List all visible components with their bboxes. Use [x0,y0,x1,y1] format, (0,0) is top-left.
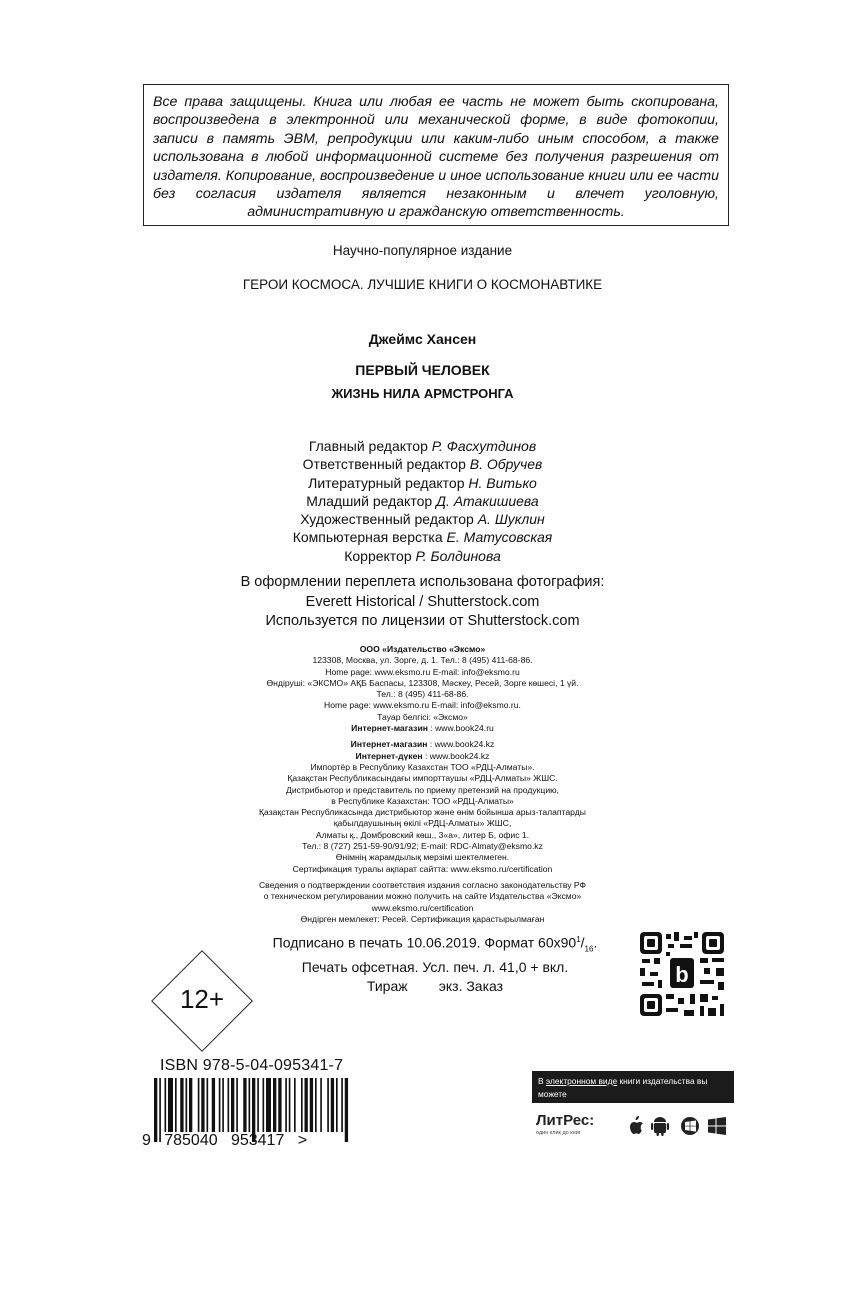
format-numerator: 1 [576,935,581,944]
credit-chief-editor [0,437,845,455]
credit-responsible-editor [0,455,845,473]
barcode-bar [263,1078,265,1132]
age-rating-label: 12+ [179,984,225,1014]
credit-role: Главный редактор [308,438,428,454]
barcode-bar [222,1078,224,1132]
barcode-bar [310,1078,313,1132]
imprint-line: Home page: www.eksmo.ru E-mail: info@eksmo.ru [325,666,520,677]
imprint-line: о техническом регулировании можно получить на сайте Издательства «Эксмо» [263,891,582,902]
banner-link[interactable]: электронном виде [545,1076,618,1086]
shop-label: Интернет-магазин [351,723,428,734]
barcode-bar [315,1078,317,1132]
litres-logo: ЛитРес: [536,1112,595,1129]
credit-role: Художественный редактор [300,511,474,528]
imprint-line: Тауар белгісі: «Эксмо» [377,711,468,722]
credit-layout [0,528,845,546]
imprint-line: Алматы қ., Домбровский көш., 3«а», литер Б, офис 1. [315,829,530,840]
qr-code-icon [640,932,724,1016]
imprint-line: Дистрибьютор и представитель по приему претензий на продукцию, [286,784,559,795]
imprint-line: в Республике Казахстан: ТОО «РДЦ-Алматы» [331,795,514,806]
windows-phone-icon [681,1117,699,1135]
android-icon [651,1117,669,1136]
imprint-line: Тел.: 8 (495) 411-68-86. [376,689,469,700]
imprint-line: Қазақстан Республикасындағы импорттаушы «РДЦ-Алматы» ЖШС. [287,773,558,784]
litres-banner-line2 [538,1100,734,1113]
litres-banner-line1 [538,1075,734,1100]
barcode-bar [219,1078,221,1132]
banner-text: книги издательства вы можете [538,1076,708,1099]
barcode-bar [336,1078,338,1132]
barcode-digits: 9 785040 953417 > [142,1132,308,1148]
imprint-line: Сведения о подтверждении соответствия издания согласно законодательству РФ [258,879,587,890]
shop-url: : www.book24.ru [427,723,494,734]
cover-photo-line: Everett Historical / Shutterstock.com [305,593,540,610]
print-signed-suffix: . [593,934,598,951]
cover-photo-line: В оформлении переплета использована фотография: [240,574,605,590]
barcode-bar [278,1078,281,1132]
cover-photo-line: Используется по лицензии от Shutterstock.com [265,613,580,629]
imprint-line: 123308, Москва, ул. Зорге, д. 1. Тел.: 8 (495) 411-68-86. [312,655,533,666]
imprint-line: Home page: www.eksmo.ru E-mail: info@eksmo.ru. [324,700,521,711]
banner-text: купить на [538,1101,578,1111]
book-title: ПЕРВЫЙ ЧЕЛОВЕК [355,362,490,378]
imprint-line: Өнімнің жарамдылық мерзімі шектелмеген. [335,852,510,863]
litres-slogan: один клик до книг [536,1130,581,1136]
windows-icon [708,1117,726,1135]
svg-text:b: b [675,962,689,987]
credit-person: Д. Атакишиева [436,492,539,509]
barcode-bar [243,1078,246,1132]
barcode-bar [165,1078,167,1132]
credit-person: В. Обручев [469,456,543,473]
imprint-line: қабылдаушының өкілі «РДЦ-Алматы» ЖШС, [333,818,512,829]
shop-url: : www.book24.kz [422,750,490,761]
barcode-bar [320,1078,322,1132]
series-type: Научно-популярное издание [332,243,513,258]
imprint-line: Импортёр в Республику Казахстан ТОО «РДЦ-Алматы». [310,761,535,772]
credit-role: Младший редактор [306,492,433,509]
credit-art-editor [0,510,845,528]
barcode-bar [305,1078,308,1132]
publisher-name: ООО «Издательство «Эксмо» [359,644,486,654]
publisher-imprint [0,644,845,925]
imprint-shop-kz2-line [0,751,845,762]
barcode-bar [327,1078,329,1132]
print-signed-text: Подписано в печать 10.06.2019. Формат 60x90 [272,934,577,951]
shop-url: : www.book24.kz [427,739,495,750]
imprint-shop-line [0,723,845,734]
imprint-shop-kz-line [0,739,845,750]
barcode-bar [236,1078,238,1132]
credit-junior-editor [0,492,845,510]
credit-role: Корректор [344,547,412,564]
credit-literary-editor [0,474,845,492]
imprint-line: Өндірген мемлекет: Ресей. Сертификация қарастырылмаған [300,913,545,924]
platform-icons [628,1112,728,1138]
litres-banner[interactable] [532,1071,734,1111]
barcode-bar [175,1078,177,1132]
barcode-bar [212,1078,215,1132]
barcode-bar [341,1078,343,1132]
credit-role: Литературный редактор [308,474,465,491]
credit-role: Компьютерная верстка [292,529,443,546]
barcode-bar [257,1078,259,1132]
barcode-bar [186,1078,188,1132]
barcode-bar [266,1078,271,1132]
apple-icon [630,1116,643,1134]
shop-label: Интернет-магазин [350,739,428,750]
cover-photo-credit [0,573,845,632]
print-run-line: Тираж экз. Заказ [366,978,504,995]
imprint-line: Сертификация туралы ақпарат сайтта: www.eksmo.ru/certification [292,863,553,874]
barcode-bar [294,1078,296,1132]
litres-url-link[interactable]: www.litres.ru [577,1101,630,1111]
credit-person: А. Шуклин [477,511,545,528]
barcode-bar [301,1078,303,1132]
barcode-bar [331,1078,334,1132]
barcode-bar [345,1078,348,1142]
imprint-line: Өндіруші: «ЭКСМО» АҚБ Баспасы, 123308, Мәскеу, Ресей, Зорге көшесі, 1 үй. [266,677,579,688]
copyright-notice: Все права защищены. Книга или любая ее часть не может быть скопирована, воспроизведена в электронной или механической форме, в виде фотокопии, записи в память ЭВМ, репродукции или каким-либо иным способом, а также использована в любой информационной системе без получения разрешения от издателя. Копирование, воспроизведение и иное использование книги или ее части без согласия издателя является незаконным и влечет уголовную, административную и гражданскую ответственность. [143,84,729,226]
book-subtitle: ЖИЗНЬ НИЛА АРМСТРОНГА [331,386,514,401]
barcode-bar [201,1078,204,1132]
isbn-number: ISBN 978-5-04-095341-7 [160,1057,344,1074]
age-rating-badge [152,951,252,1051]
imprint-line: www.eksmo.ru/certification [371,902,474,913]
credit-proofreader [0,547,845,565]
print-method-line: Печать офсетная. Усл. печ. л. 41,0 + вкл. [301,959,569,976]
barcode-bar [285,1078,287,1132]
format-denominator: 16 [584,944,594,954]
barcode-bar [207,1078,209,1132]
imprint-line: Тел.: 8 (727) 251-59-90/91/92; E-mail: RDC-Almaty@eksmo.kz [302,841,543,852]
credit-person: Р. Болдинова [415,547,501,564]
barcode-bar [189,1078,192,1132]
isbn-barcode [140,1078,365,1148]
credits-list [0,437,845,565]
credit-person: Н. Витько [468,474,537,491]
barcode-bar [198,1078,200,1132]
barcode-bar [273,1078,276,1132]
barcode-bar [168,1078,173,1132]
shop-label: Интернет-дүкен [355,750,423,761]
credit-role: Ответственный редактор [302,456,466,473]
author-name: Джеймс Хансен [368,331,477,347]
barcode-bar [249,1078,251,1132]
imprint-line: Қазақстан Республикасында дистрибьютор және өнім бойынша арыз-талаптарды [259,807,586,818]
credit-person: Е. Матусовская [446,529,553,546]
banner-text: В [538,1076,546,1086]
series-name: ГЕРОИ КОСМОСА. ЛУЧШИЕ КНИГИ О КОСМОНАВТИКЕ [242,277,603,292]
print-info [230,930,640,996]
print-signed-line: Подписано в печать 10.06.2019. Формат $60x90^1/_{16}$. [272,934,598,954]
credit-person: Р. Фасхутдинов [431,438,537,454]
barcode-bar [228,1078,230,1132]
barcode-bar [231,1078,234,1132]
barcode-bar [289,1078,291,1132]
barcode-bar [180,1078,183,1132]
